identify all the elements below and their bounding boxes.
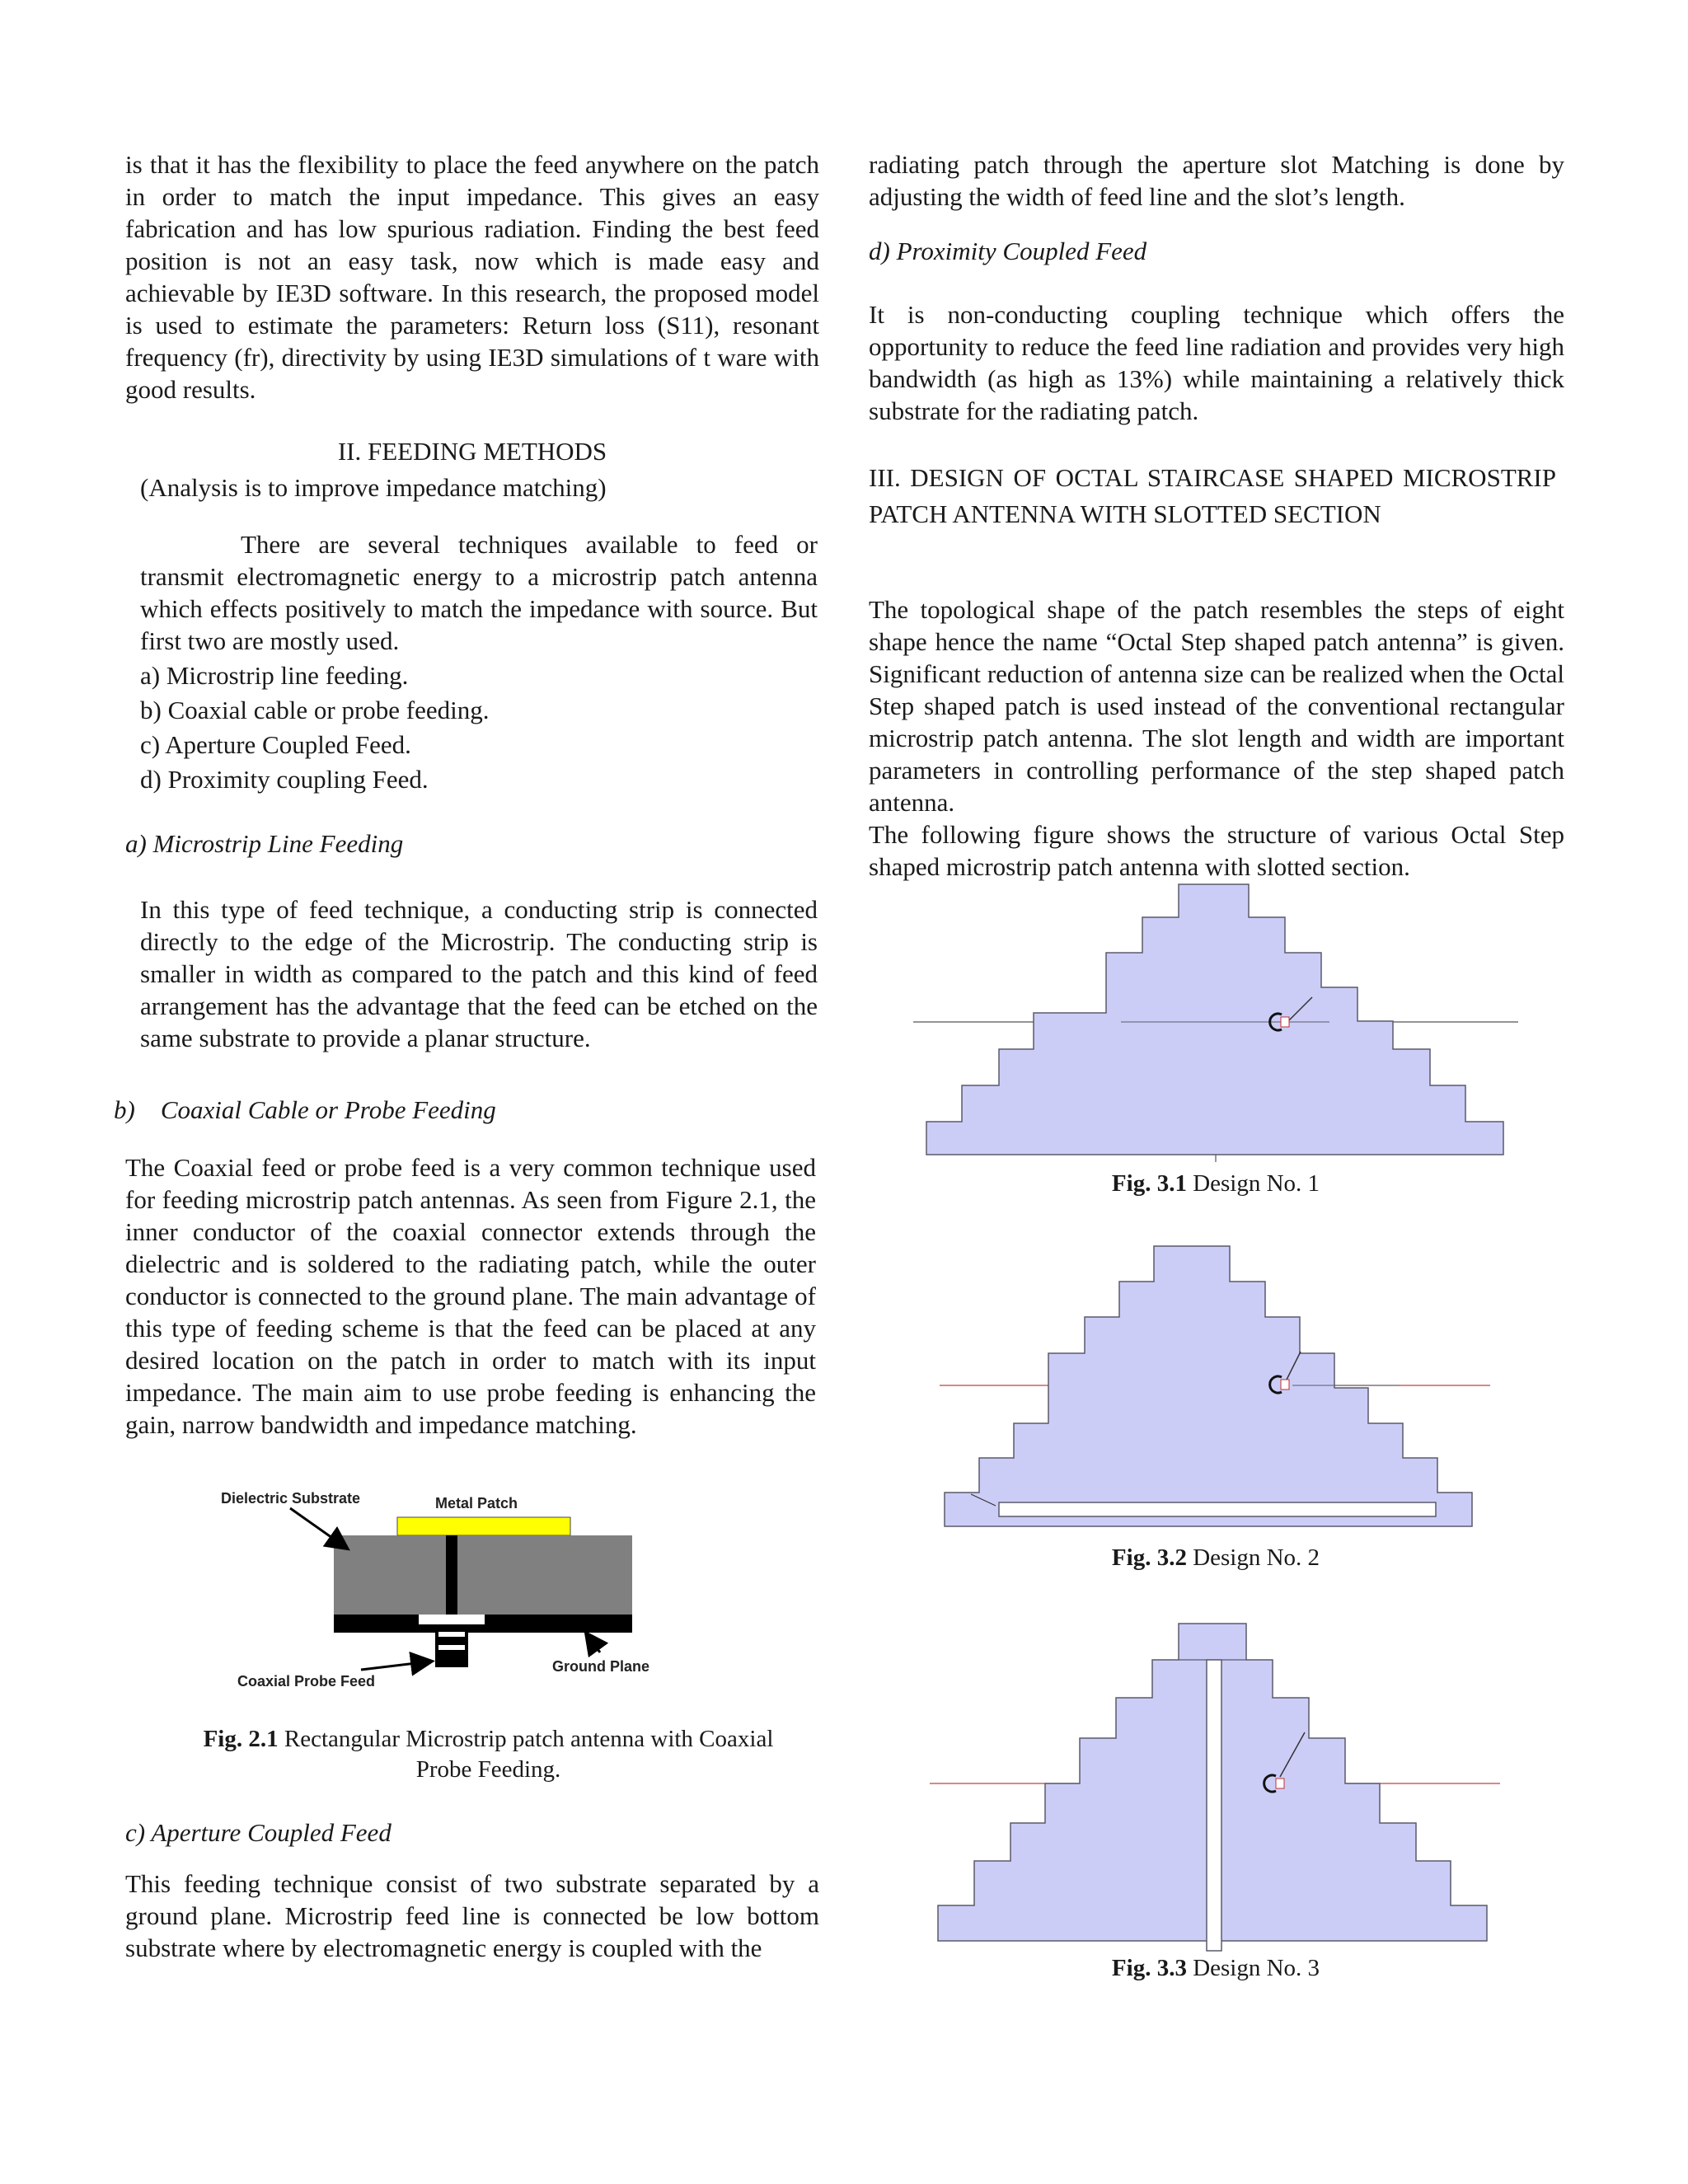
section3-paragraph-2: The following figure shows the structure of various Octal Step shaped microstrip patch antenna with slotted section. (869, 820, 1564, 881)
figure-2-1 (214, 1483, 676, 1698)
ground-plane-label: Ground Plane (552, 1658, 650, 1675)
subsection-c-title: c) Aperture Coupled Feed (125, 1818, 392, 1847)
horizontal-slot (999, 1502, 1436, 1516)
fig32-caption-text: Design No. 2 (1186, 1544, 1320, 1571)
fig21-caption (173, 1724, 804, 1785)
figure-3-1-design-1 (913, 879, 1523, 1167)
fig33-caption-number: Fig. 3.3 (1111, 1955, 1187, 1981)
coaxial-probe-feed-label: Coaxial Probe Feed (237, 1673, 376, 1690)
probe-arrow (361, 1661, 430, 1670)
list-item: b) Coaxial cable or probe feeding. (140, 696, 490, 724)
fig31-caption (913, 1169, 1518, 1199)
fig32-caption-number: Fig. 3.2 (1111, 1544, 1187, 1571)
subsection-b-title: b) Coaxial Cable or Probe Feeding (114, 1095, 496, 1124)
list-item: c) Aperture Coupled Feed. (140, 730, 411, 759)
intro-paragraph: is that it has the flexibility to place the feed anywhere on the patch in order to match the input impedance. This gives an easy fabrication and has low spurious radiation. Finding the best feed position is not an easy task, now which is made easy and achievable by IE3D software. In this research, the proposed model is used to estimate the parameters: Return loss (S11), resonant frequency (fr), directivity by using IE3D simulations of t ware with good results. (125, 150, 819, 404)
dielectric-substrate (334, 1535, 632, 1615)
fig21-caption-text: Rectangular Microstrip patch antenna with Coaxial Probe Feeding. (278, 1726, 774, 1783)
probe-pin (446, 1535, 457, 1615)
list-item: a) Microstrip line feeding. (140, 661, 409, 690)
metal-patch-label: Metal Patch (435, 1495, 518, 1511)
metal-patch (397, 1517, 570, 1535)
subsection-c-paragraph: This feeding technique consist of two substrate separated by a ground plane. Microstrip feed line is connected be low bottom substrate where by electromagnetic energy is coupled with the (125, 1869, 819, 1962)
vertical-slot (1207, 1660, 1221, 1951)
substrate-arrow (290, 1508, 346, 1548)
subsection-d-paragraph: It is non-conducting coupling technique which offers the opportunity to reduce the feed line radiation and provides very high bandwidth (as high as 13%) while maintaining a relatively thick substrate for the radiating patch. (869, 300, 1564, 425)
feed-list (140, 659, 816, 798)
section2-subtitle: (Analysis is to improve impedance matching) (140, 473, 607, 502)
dielectric-substrate-label: Dielectric Substrate (221, 1490, 361, 1507)
section3-title: III. DESIGN OF OCTAL STAIRCASE SHAPED MICROSTRIP PATCH ANTENNA WITH SLOTTED SECTION (869, 463, 1556, 528)
figure-3-3-design-3 (913, 1617, 1523, 1947)
fig31-caption-text: Design No. 1 (1186, 1170, 1320, 1197)
stepped-patch (945, 1246, 1472, 1526)
fig21-caption-number: Fig. 2.1 (203, 1726, 279, 1752)
fig31-caption-number: Fig. 3.1 (1111, 1170, 1187, 1197)
fig32-caption (913, 1543, 1518, 1573)
subsection-b-paragraph: The Coaxial feed or probe feed is a very common technique used for feeding microstrip patch antennas. As seen from Figure 2.1, the inner conductor of the coaxial connector extends through the dielectric and is soldered to the radiating patch, while the outer conductor is connected to the ground plane. The main advantage of this type of feeding scheme is that the feed can be placed at any desired location on the patch in order to match with its input impedance. The main aim to use probe feeding is enhancing the gain, narrow bandwidth and impedance matching. (125, 1153, 816, 1439)
stepped-patch (926, 884, 1503, 1155)
section2-title: II. FEEDING METHODS (337, 437, 607, 466)
fig33-caption (913, 1953, 1518, 1984)
coaxial-probe-diagram (214, 1483, 676, 1698)
subsection-a-title: a) Microstrip Line Feeding (125, 829, 404, 858)
section3-paragraph-1: The topological shape of the patch resembles the steps of eight shape hence the name “Octal Step shaped patch antenna” is given. Significant reduction of antenna size can be realized when the Octal Step shaped patch is used instead of the conventional rectangular microstrip patch antenna. The slot length and width are important parameters in controlling performance of the step shaped patch antenna. (869, 595, 1564, 817)
subsection-d-title: d) Proximity Coupled Feed (869, 237, 1147, 265)
aperture-continued-paragraph: radiating patch through the aperture slot Matching is done by adjusting the width of feed line and the slot’s length. (869, 150, 1564, 211)
fig33-caption-text: Design No. 3 (1186, 1955, 1320, 1981)
ground-arrow (587, 1634, 600, 1652)
section2-paragraph: There are several techniques available to feed or transmit electromagnetic energy to a microstrip patch antenna which effects positively to match the impedance with source. But first two are mostly used. (140, 530, 818, 655)
list-item: d) Proximity coupling Feed. (140, 765, 429, 794)
subsection-a-paragraph: In this type of feed technique, a conducting strip is connected directly to the edge of the Microstrip. The conducting strip is smaller in width as compared to the patch and this kind of feed arrangement has the advantage that the feed can be etched on the same substrate to provide a planar structure. (140, 895, 818, 1052)
figure-3-2-design-2 (913, 1236, 1523, 1533)
